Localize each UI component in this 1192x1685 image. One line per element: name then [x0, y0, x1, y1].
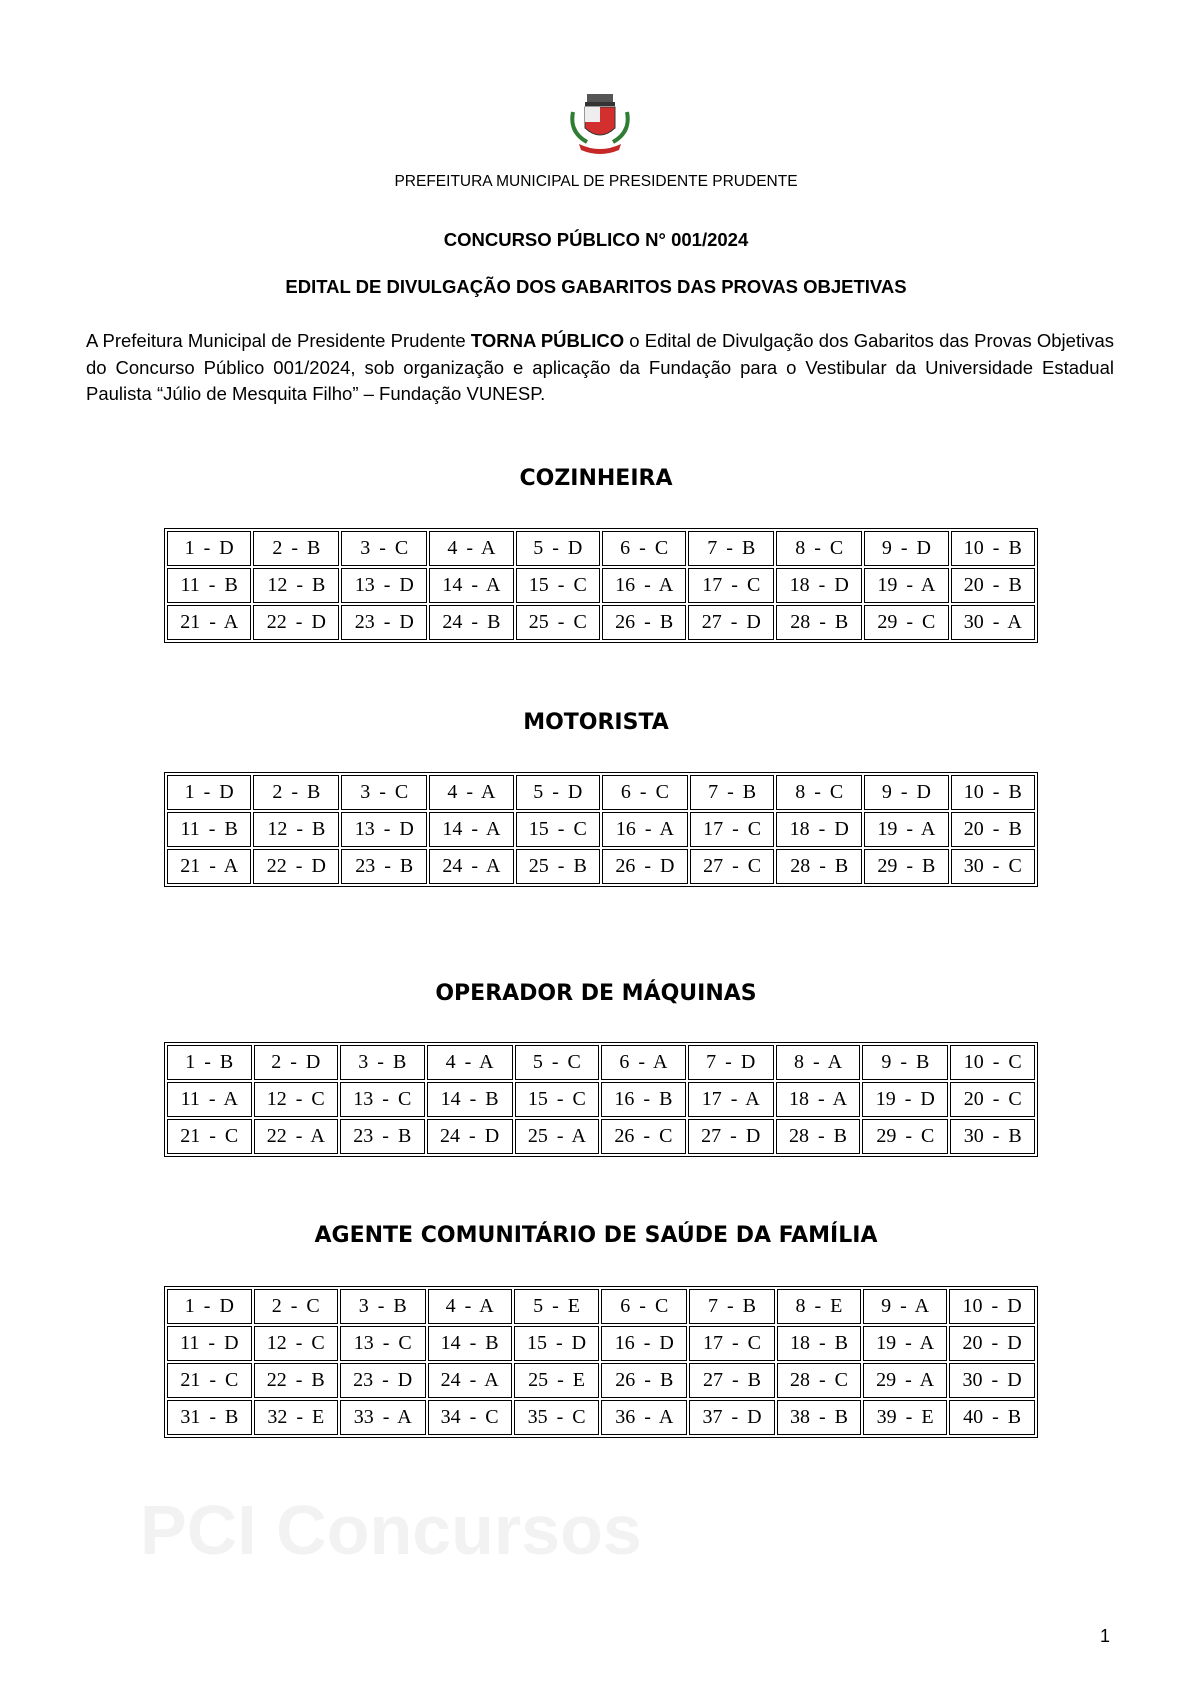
answer-cell: 19 - A	[863, 1326, 947, 1361]
answer-cell: 24 - D	[427, 1119, 513, 1154]
answer-cell: 22 - A	[254, 1119, 339, 1154]
answer-cell: 36 - A	[601, 1400, 687, 1435]
page-title: CONCURSO PÚBLICO N° 001/2024	[443, 229, 749, 250]
page-subtitle: EDITAL DE DIVULGAÇÃO DOS GABARITOS DAS PROVAS OBJETIVAS	[285, 276, 907, 297]
answer-cell: 26 - D	[602, 849, 688, 884]
answer-key-table	[164, 1042, 1038, 1157]
answer-cell: 22 - D	[253, 605, 339, 640]
table-row	[167, 849, 1035, 884]
table-row	[167, 1326, 1035, 1361]
answer-cell: 14 - B	[427, 1082, 513, 1117]
answer-cell: 2 - D	[254, 1045, 339, 1080]
answer-cell: 20 - D	[949, 1326, 1035, 1361]
answer-cell: 4 - A	[428, 1289, 512, 1324]
answer-cell: 5 - C	[515, 1045, 600, 1080]
answer-cell: 9 - D	[864, 775, 948, 810]
answer-cell: 18 - D	[776, 812, 862, 847]
answer-cell: 11 - A	[167, 1082, 252, 1117]
answer-cell: 10 - B	[951, 531, 1035, 566]
answer-cell: 29 - C	[862, 1119, 948, 1154]
answer-cell: 18 - A	[776, 1082, 861, 1117]
answer-cell: 8 - E	[777, 1289, 861, 1324]
answer-cell: 40 - B	[949, 1400, 1035, 1435]
answer-cell: 39 - E	[863, 1400, 947, 1435]
answer-cell: 7 - B	[688, 531, 774, 566]
answer-cell: 2 - B	[253, 531, 339, 566]
answer-cell: 19 - A	[864, 568, 948, 603]
answer-cell: 13 - D	[341, 812, 427, 847]
intro-text: o Edital de Divulgação dos Gabaritos das Provas Objetivas do Concurso Público 001/2024, sob organização e aplicação da Fundação para o Vestibular da Universidade Estadual Paulista “Júlio de Mesquita Filho” – Fundação VUNESP.	[86, 330, 1114, 404]
answer-cell: 28 - B	[776, 605, 862, 640]
answer-cell: 27 - D	[688, 605, 774, 640]
answer-cell: 15 - C	[516, 568, 600, 603]
answer-cell: 12 - B	[253, 812, 339, 847]
answer-cell: 20 - B	[951, 568, 1035, 603]
answer-cell: 15 - C	[516, 812, 600, 847]
section-title: OPERADOR DE MÁQUINAS	[435, 981, 757, 1006]
answer-cell: 26 - C	[601, 1119, 686, 1154]
answer-key-table	[164, 772, 1038, 887]
answer-cell: 29 - B	[864, 849, 948, 884]
table-row	[167, 1289, 1035, 1324]
answer-cell: 9 - D	[864, 531, 948, 566]
answer-cell: 31 - B	[167, 1400, 252, 1435]
answer-cell: 23 - B	[340, 1119, 425, 1154]
answer-cell: 22 - D	[253, 849, 339, 884]
answer-cell: 30 - C	[951, 849, 1035, 884]
answer-cell: 27 - C	[690, 849, 774, 884]
answer-cell: 9 - A	[863, 1289, 947, 1324]
answer-cell: 17 - A	[688, 1082, 774, 1117]
answer-cell: 23 - D	[341, 605, 427, 640]
answer-key-table	[164, 1286, 1038, 1438]
answer-cell: 6 - C	[602, 531, 686, 566]
answer-cell: 7 - B	[690, 775, 774, 810]
answer-cell: 11 - B	[167, 812, 251, 847]
answer-cell: 8 - C	[776, 775, 862, 810]
answer-cell: 11 - D	[167, 1326, 252, 1361]
answer-cell: 32 - E	[254, 1400, 338, 1435]
answer-cell: 13 - D	[341, 568, 427, 603]
answer-cell: 16 - B	[601, 1082, 686, 1117]
answer-key-table	[164, 528, 1038, 643]
table-row	[167, 1045, 1035, 1080]
table-row	[167, 1119, 1035, 1154]
intro-paragraph	[86, 328, 1114, 408]
table-row	[167, 568, 1035, 603]
answer-cell: 21 - A	[167, 605, 251, 640]
answer-cell: 13 - C	[340, 1326, 426, 1361]
answer-cell: 3 - C	[341, 531, 427, 566]
answer-cell: 30 - B	[950, 1119, 1035, 1154]
answer-cell: 20 - C	[950, 1082, 1035, 1117]
answer-cell: 3 - B	[340, 1045, 425, 1080]
answer-cell: 14 - B	[428, 1326, 512, 1361]
answer-cell: 1 - D	[167, 1289, 252, 1324]
table-row	[167, 1363, 1035, 1398]
answer-cell: 1 - D	[167, 775, 251, 810]
answer-cell: 23 - D	[340, 1363, 426, 1398]
answer-cell: 28 - B	[776, 849, 862, 884]
table-row	[167, 775, 1035, 810]
section-title: AGENTE COMUNITÁRIO DE SAÚDE DA FAMÍLIA	[314, 1223, 878, 1248]
answer-cell: 6 - A	[601, 1045, 686, 1080]
answer-cell: 5 - D	[516, 531, 600, 566]
answer-cell: 15 - C	[515, 1082, 600, 1117]
answer-cell: 19 - D	[862, 1082, 948, 1117]
answer-cell: 6 - C	[602, 775, 688, 810]
answer-cell: 22 - B	[254, 1363, 338, 1398]
answer-cell: 12 - B	[253, 568, 339, 603]
answer-cell: 17 - C	[688, 568, 774, 603]
table-row	[167, 812, 1035, 847]
answer-cell: 13 - C	[340, 1082, 425, 1117]
page-number: 1	[1100, 1626, 1111, 1646]
answer-cell: 2 - C	[254, 1289, 338, 1324]
answer-cell: 23 - B	[341, 849, 427, 884]
answer-cell: 33 - A	[340, 1400, 426, 1435]
answer-cell: 10 - C	[950, 1045, 1035, 1080]
watermark: PCI Concursos	[140, 1491, 642, 1569]
answer-cell: 38 - B	[777, 1400, 861, 1435]
answer-cell: 3 - C	[341, 775, 427, 810]
answer-cell: 10 - B	[951, 775, 1035, 810]
answer-cell: 37 - D	[689, 1400, 775, 1435]
answer-cell: 7 - B	[689, 1289, 775, 1324]
answer-cell: 10 - D	[949, 1289, 1035, 1324]
answer-cell: 14 - A	[429, 812, 513, 847]
answer-cell: 5 - E	[514, 1289, 600, 1324]
answer-cell: 12 - C	[254, 1082, 339, 1117]
answer-cell: 27 - D	[688, 1119, 774, 1154]
answer-cell: 4 - A	[429, 775, 513, 810]
answer-cell: 14 - A	[429, 568, 513, 603]
answer-cell: 27 - B	[689, 1363, 775, 1398]
answer-cell: 24 - A	[428, 1363, 512, 1398]
answer-cell: 17 - C	[689, 1326, 775, 1361]
answer-cell: 25 - A	[515, 1119, 600, 1154]
table-row	[167, 531, 1035, 566]
answer-cell: 24 - B	[429, 605, 513, 640]
answer-cell: 25 - E	[514, 1363, 600, 1398]
answer-cell: 26 - B	[602, 605, 686, 640]
answer-cell: 30 - D	[949, 1363, 1035, 1398]
answer-cell: 21 - C	[167, 1119, 252, 1154]
answer-cell: 4 - A	[427, 1045, 513, 1080]
answer-cell: 28 - C	[777, 1363, 861, 1398]
answer-cell: 16 - A	[602, 568, 686, 603]
answer-cell: 18 - B	[777, 1326, 861, 1361]
answer-cell: 34 - C	[428, 1400, 512, 1435]
answer-cell: 1 - D	[167, 531, 251, 566]
answer-cell: 16 - D	[601, 1326, 687, 1361]
answer-cell: 30 - A	[951, 605, 1035, 640]
answer-cell: 16 - A	[602, 812, 688, 847]
answer-cell: 3 - B	[340, 1289, 426, 1324]
answer-cell: 8 - C	[776, 531, 862, 566]
answer-cell: 12 - C	[254, 1326, 338, 1361]
answer-cell: 29 - C	[864, 605, 948, 640]
answer-cell: 18 - D	[776, 568, 862, 603]
section-title: MOTORISTA	[523, 710, 669, 735]
answer-cell: 1 - B	[167, 1045, 252, 1080]
answer-cell: 29 - A	[863, 1363, 947, 1398]
answer-cell: 6 - C	[601, 1289, 687, 1324]
answer-cell: 24 - A	[429, 849, 513, 884]
organization-name: PREFEITURA MUNICIPAL DE PRESIDENTE PRUDENTE	[394, 173, 798, 190]
municipal-coat-of-arms-logo	[565, 92, 635, 158]
answer-cell: 4 - A	[429, 531, 513, 566]
answer-cell: 8 - A	[776, 1045, 861, 1080]
answer-cell: 5 - D	[516, 775, 600, 810]
answer-cell: 11 - B	[167, 568, 251, 603]
answer-cell: 15 - D	[514, 1326, 600, 1361]
answer-cell: 35 - C	[514, 1400, 600, 1435]
answer-cell: 19 - A	[864, 812, 948, 847]
answer-cell: 21 - A	[167, 849, 251, 884]
answer-cell: 20 - B	[951, 812, 1035, 847]
answer-cell: 9 - B	[862, 1045, 948, 1080]
answer-cell: 17 - C	[690, 812, 774, 847]
answer-cell: 28 - B	[776, 1119, 861, 1154]
answer-cell: 26 - B	[601, 1363, 687, 1398]
intro-emphasis: TORNA PÚBLICO	[470, 330, 625, 351]
answer-cell: 2 - B	[253, 775, 339, 810]
answer-cell: 25 - B	[516, 849, 600, 884]
table-row	[167, 1400, 1035, 1435]
table-row	[167, 1082, 1035, 1117]
answer-cell: 21 - C	[167, 1363, 252, 1398]
answer-cell: 25 - C	[516, 605, 600, 640]
section-title: COZINHEIRA	[519, 466, 673, 491]
intro-text: A Prefeitura Municipal de Presidente Prudente	[86, 330, 471, 351]
table-row	[167, 605, 1035, 640]
answer-cell: 7 - D	[688, 1045, 774, 1080]
